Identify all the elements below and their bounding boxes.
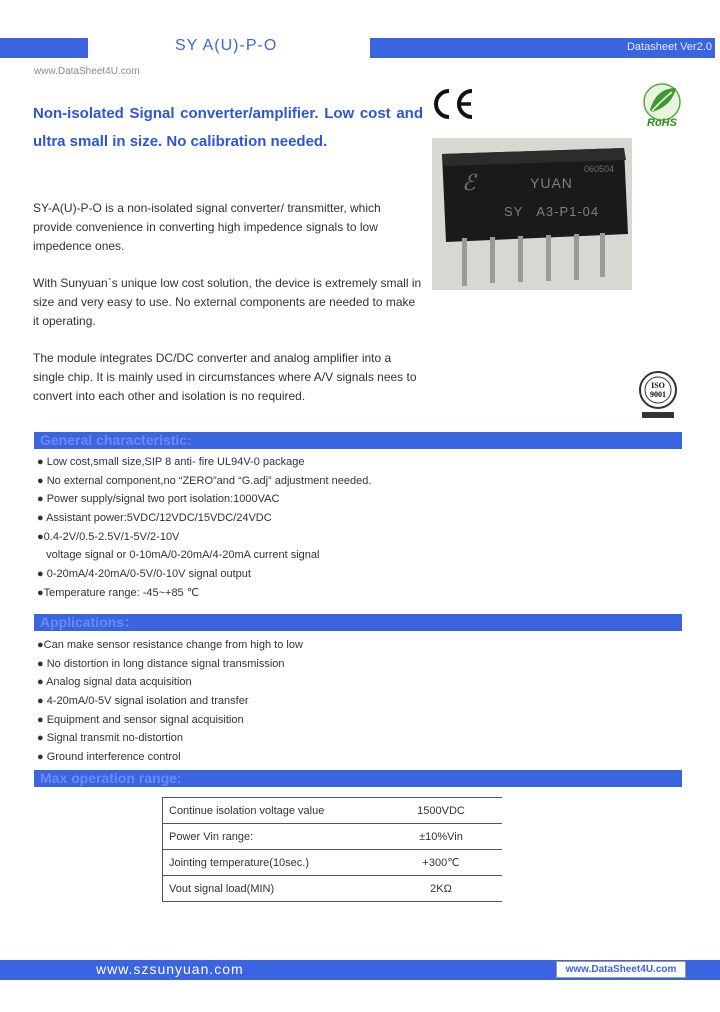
general-section-header: General characteristic: [34, 432, 682, 449]
list-item: ● No distortion in long distance signal transmission [37, 657, 285, 670]
rohs-icon [636, 80, 688, 130]
list-item: ● Low cost,small size,SIP 8 anti- fire UL94V-0 package [37, 456, 305, 468]
table-cell-label: Jointing temperature(10sec.) [163, 850, 381, 876]
table-row [163, 824, 503, 850]
table-cell-label: Power Vin range: [163, 824, 381, 850]
table-row [163, 876, 503, 902]
rohs-label: RoHS [647, 117, 677, 129]
solution-paragraph: With Sunyuan`s unique low cost solution, the device is extremely small in size and very easy to use. No external components are needed to make it operating. [33, 276, 422, 328]
list-item: ● Assistant power:5VDC/12VDC/15VDC/24VDC [37, 512, 272, 525]
footer-watermark-box[interactable] [556, 961, 686, 978]
integration-paragraph: The module integrates DC/DC converter and analog amplifier into a single chip. It is mainly used in circumstances where A/V signals nees to convert into each other and isolation is no required. [33, 351, 417, 403]
ce-mark-icon [430, 86, 476, 122]
document-version: Datasheet Ver2.0 [626, 41, 712, 53]
list-item: ● 4-20mA/0-5V signal isolation and transfer [37, 695, 249, 708]
applications-section-header: Applications： [34, 614, 682, 631]
iso-label: ISO [651, 381, 665, 390]
list-item: ● Signal transmit no-distortion [37, 732, 184, 745]
table-cell-value: +300℃ [380, 850, 502, 876]
list-item: ●Can make sensor resistance change from high to low [37, 639, 303, 651]
applications-list [37, 636, 437, 767]
list-item: ● Ground interference control [37, 751, 181, 764]
iso-9001-icon [636, 370, 680, 422]
watermark-link[interactable]: www.DataSheet4U.com [34, 66, 140, 77]
list-item: ● Power supply/signal two port isolation:1000VAC [37, 493, 280, 506]
footer-website-link[interactable]: www.szsunyuan.com [96, 961, 244, 977]
table-cell-value: ±10%Vin [380, 824, 502, 850]
product-brand: YUAN [530, 175, 573, 191]
max-range-table [162, 797, 502, 902]
list-item: ●0.4-2V/0.5-2.5V/1-5V/2-10V [37, 530, 180, 543]
table-row [163, 798, 503, 824]
list-item: ● Analog signal data acquisition [37, 676, 192, 689]
product-logo-icon: ℰ [462, 171, 476, 196]
table-cell-label: Vout signal load(MIN) [163, 876, 381, 902]
iso-number: 9001 [650, 390, 666, 399]
table-cell-label: Continue isolation voltage value [163, 798, 381, 824]
general-list [37, 453, 437, 603]
max-range-section-header: Max operation range: [34, 770, 682, 787]
table-cell-value: 1500VDC [380, 798, 502, 824]
product-code: 060504 [584, 164, 615, 174]
document-title: SY A(U)-P-O [175, 37, 278, 54]
table-cell-value: 2KΩ [380, 876, 502, 902]
list-item: ● 0-20mA/4-20mA/0-5V/0-10V signal output [37, 568, 251, 581]
intro-paragraph: SY-A(U)-P-O is a non-isolated signal converter/ transmitter, which provide convenience in converting high impedence signals to low impedence ones. [33, 201, 381, 253]
table-row [163, 850, 503, 876]
header-bar-left [0, 38, 88, 58]
product-photo [432, 138, 632, 290]
list-item: ● No external component,no “ZERO”and “G.adj” adjustment needed. [37, 474, 372, 487]
headline: Non-isolated Signal converter/amplifier. Low cost and ultra small in size. No calibration needed. [33, 105, 423, 150]
list-item: voltage signal or 0-10mA/0-20mA/4-20mA current signal [37, 549, 320, 562]
product-model: SY A3-P1-04 [504, 204, 600, 219]
footer-watermark-text: www.DataSheet4U.com [565, 964, 677, 975]
list-item: ● Equipment and sensor signal acquisition [37, 713, 244, 726]
list-item: ●Temperature range: -45~+85 ℃ [37, 586, 200, 599]
